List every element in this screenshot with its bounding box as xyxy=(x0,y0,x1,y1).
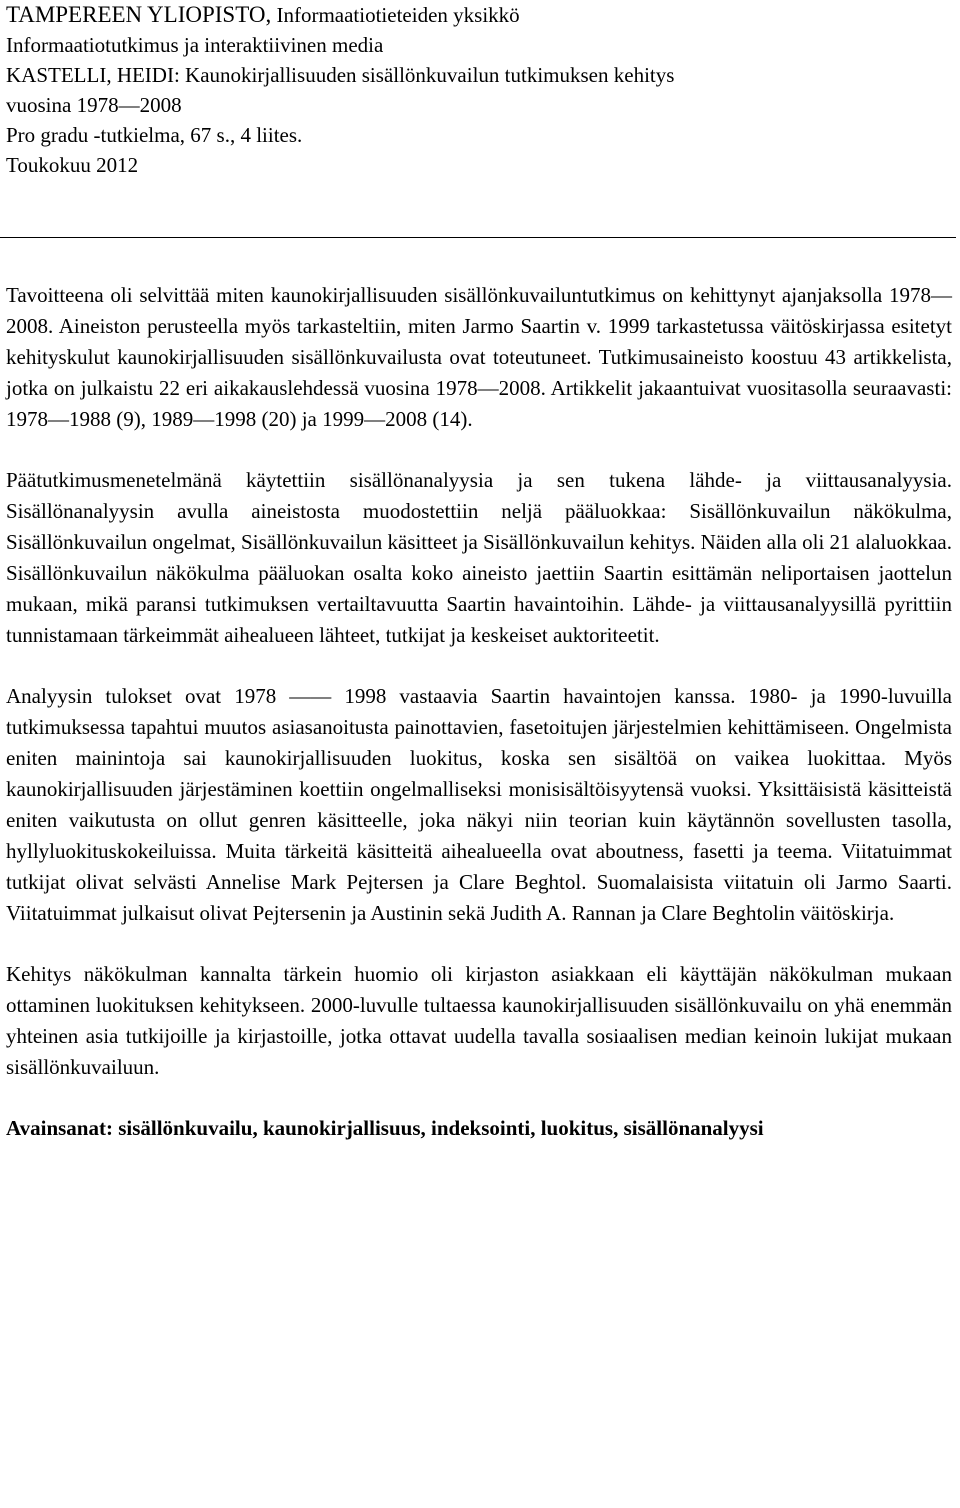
institution-name: TAMPEREEN YLIOPISTO, xyxy=(6,2,272,27)
thesis-header xyxy=(6,0,946,180)
abstract-paragraph-2: Päätutkimusmenetelmänä käytettiin sisällönanalyysia ja sen tukena lähde- ja viittausanalyysia. Sisällönanalyysin avulla aineistosta muodostettiin neljä pääluokkaa: Sisällönkuvailun näkökulma, Sisällönkuvailun ongelmat, Sisällönkuvailun käsitteet ja Sisällönkuvailun kehitys. Näiden alla oli 21 alaluokkaa. Sisällönkuvailun näkökulma pääluokan osalta koko aineisto jaettiin Saartin esittämän neliportaisen jaottelun mukaan, mikä paransi tutkimuksen vertailtavuutta Saartin havaintoihin. Lähde- ja viittausanalyysillä pyrittiin tunnistamaan tärkeimmät aihealueen lähteet, tutkijat ja keskeiset auktoriteetit. xyxy=(6,468,953,647)
abstract-paragraph-1: Tavoitteena oli selvittää miten kaunokirjallisuuden sisällönkuvailuntutkimus on kehittynyt ajanjaksolla 1978—2008. Aineiston perusteella myös tarkasteltiin, miten Jarmo Saartin v. 1999 tarkastetussa väitöskirjassa esitetyt kehityskulut kaunokirjallisuuden sisällönkuvailusta ovat toteutuneet. Tutkimusaineisto koostuu 43 artikkelista, jotka on julkaistu 22 eri aikakauslehdessä vuosina 1978—2008. Artikkelit jakaantuivat vuositasolla seuraavasti: 1978—1988 (9), 1989—1998 (20) ja 1999—2008 (14). xyxy=(6,283,952,431)
abstract-paragraph-4: Kehitys näkökulman kannalta tärkein huomio oli kirjaston asiakkaan eli käyttäjän näkökulman mukaan ottaminen luokituksen kehitykseen. 2000-luvulle tultaessa kaunokirjallisuuden sisällönkuvailu on yhä enemmän yhteinen asia tutkijoille ja kirjastoille, jotka ottavat uudella tavalla sosiaalisen median keinoin lukijat mukaan sisällönkuvailuun. xyxy=(6,962,952,1079)
abstract-paragraph-3: Analyysin tulokset ovat 1978 —— 1998 vastaavia Saartin havaintojen kanssa. 1980- ja 1990-luvuilla tutkimuksessa tapahtui muutos asiasanoitusta painottavien, fasetoitujen järjestelmien kehittämiseen. Ongelmista eniten mainintoja sai kaunokirjallisuuden luokitus, koska sen sisältöä on vaikea luokittaa. Myös kaunokirjallisuuden järjestäminen koettiin ongelmalliseksi monisisältöisyytensä vuoksi. Yksittäisistä käsitteistä eniten vaikutusta on ollut genren käsitteelle, joka näkyi niin teorian kuin käytännön sovellusten tasolla, hyllyluokituskokeiluissa. Muita tärkeitä käsitteitä aihealueella ovat aboutness, fasetti ja teema. Viitatuimmat tutkijat olivat selvästi Annelise Mark Pejtersen ja Clare Beghtol. Suomalaisista viitatuin oli Jarmo Saarti. Viitatuimmat julkaisut olivat Pejtersenin ja Austinin sekä Judith A. Rannan ja Clare Beghtolin väitöskirja. xyxy=(6,684,952,925)
thesis-date: Toukokuu 2012 xyxy=(6,153,139,177)
program-name: Informaatiotutkimus ja interaktiivinen media xyxy=(6,33,384,57)
keywords: Avainsanat: sisällönkuvailu, kaunokirjallisuus, indeksointi, luokitus, sisällönanalyysi xyxy=(6,1116,764,1140)
abstract-body xyxy=(6,280,952,1174)
unit-name: Informaatiotieteiden yksikkö xyxy=(276,3,520,27)
author-title-line-2: vuosina 1978—2008 xyxy=(6,93,182,117)
header-divider xyxy=(0,237,956,238)
thesis-info: Pro gradu -tutkielma, 67 s., 4 liites. xyxy=(6,123,303,147)
header-line-institution xyxy=(6,0,946,30)
author-title-line-1: KASTELLI, HEIDI: Kaunokirjallisuuden sisällönkuvailun tutkimuksen kehitys xyxy=(6,63,675,87)
